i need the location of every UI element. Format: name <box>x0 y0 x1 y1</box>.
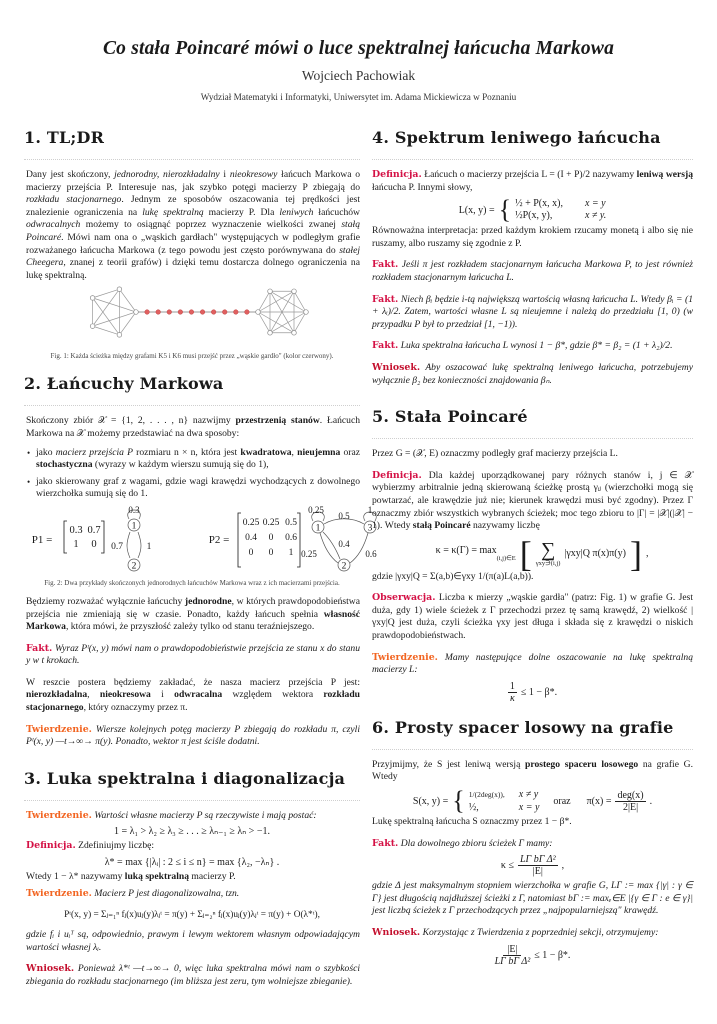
k5-edge <box>93 290 120 299</box>
matrix-p2-cell: 0.25 <box>242 517 260 528</box>
case-condition: x ≠ y <box>518 789 539 801</box>
eq-lhs: π(x) = <box>586 795 612 807</box>
k5-edge <box>93 312 136 326</box>
matrix-p1-cell: 1 <box>73 538 79 550</box>
text: Przyjmijmy, że S jest leniwą wersją <box>372 758 526 770</box>
text: Łańcuch o macierzy przejścia L = (I + P)/2 nazywamy <box>424 169 637 180</box>
eq-lhs: S(x, y) = <box>412 795 449 807</box>
corollary-block <box>372 927 693 940</box>
interpretation-paragraph: Równoważna interpretacja: przed każdym krokiem rzucamy monetą i albo się nie ruszamy, albo ruszamy się zgodnie z P. <box>372 225 693 249</box>
text: Dla każdej uporządkowanej pary różnych stanów i, j ∈ 𝒳 wybierzmy arbitralnie jedną skierowaną ścieżkę prostą γᵢⱼ (wierzchołki mogą się powtarzać, ale krawędzie już nie; kierunek krawędzi musi być zgodny). Przez Γ oznaczmy zbiór wszystkich wybranych ścieżek; moc tego zbioru to |Γ| = |𝒳|(|𝒳| − 1). Wtedy <box>372 469 693 532</box>
section-heading: 5. Stała Poincaré <box>372 407 693 439</box>
k6-node <box>256 310 261 315</box>
section-heading: 3. Luka spektralna i diagonalizacja <box>24 769 360 801</box>
matrix-p2-cell: 0 <box>268 532 274 543</box>
numerator: |E| <box>503 944 521 956</box>
state-space-paragraph <box>26 415 360 440</box>
matrix-p1-label: P1 = <box>31 533 53 546</box>
eq-lhs: κ ≤ <box>500 860 514 872</box>
fact-block <box>372 294 693 332</box>
corollary-label: Wniosek. <box>26 963 75 975</box>
definition-block <box>372 470 693 533</box>
text: macierzy P. <box>189 871 236 883</box>
theorem-text: Mamy następujące dolne oszacowanie na lukę spektralną macierzy L: <box>372 651 693 676</box>
k6-node <box>304 310 309 315</box>
edge-weight-label: 1 <box>146 541 152 552</box>
text: (wyrazy w każdym wierszu sumują się do 1), <box>92 459 269 471</box>
text: . Jednym ze sposobów oszacowania tej prędkości jest znalezienie ograniczenia na <box>26 194 360 218</box>
k5-edge <box>119 290 136 313</box>
k5-node <box>117 287 122 292</box>
k6-node <box>292 331 297 336</box>
theorem-block <box>26 810 360 823</box>
term: własność Markowa <box>26 608 360 633</box>
k6-node <box>292 289 297 294</box>
definition-block <box>372 169 693 194</box>
denominator: LΓ bΓ Δ² <box>494 955 531 967</box>
fact-text: Niech βᵢ będzie i-tą największą wartością własną łańcucha L. Wtedy βᵢ = (1 + λᵢ)/2. Zatem, wartości własne L są nieujemne i należą do przedziału [1, 0) (w przypadku P był to przedział [1, −1)). <box>372 293 693 330</box>
theorem-text: Wartości własne macierzy P są rzeczywiste i mają postać: <box>94 809 317 821</box>
text: nazywamy liczbę <box>470 520 540 532</box>
term: prostego spaceru losowego <box>525 758 639 770</box>
matrix-p2-cell: 1 <box>288 547 294 558</box>
observation-block <box>372 592 693 642</box>
term: nieokresowy <box>229 169 278 180</box>
period: . <box>649 795 653 807</box>
text: , która mówi, że przyszłość zależy tylko od stanu teraźniejszego. <box>65 621 315 633</box>
random-walk-paragraph <box>372 759 693 784</box>
text: możemy to osiągnąć poprzez wyznaczenie wielkości zwanej <box>80 219 342 231</box>
corollary-block <box>26 963 360 988</box>
edge-weight-label: 0.25 <box>301 548 317 559</box>
term: luką spektralną <box>124 871 190 883</box>
poincare-bound-equation <box>372 681 693 704</box>
term: rozkładu stacjonarnego <box>26 689 360 714</box>
graph-paragraph: Przez G = (𝒳, E) oznaczmy podległy graf macierzy przejścia L. <box>372 448 618 460</box>
bottleneck-node <box>234 310 239 315</box>
edge-weight-label: 0.6 <box>365 548 377 559</box>
matrix-p2-cell: 0.6 <box>285 532 297 543</box>
note-text: gdzie fᵢ i uᵢᵀ są, odpowiednio, prawym i lewym wektorem własnym odpowiadającym wartości własnej λᵢ. <box>26 929 360 953</box>
left-column <box>24 128 377 1003</box>
term: nieujemna <box>297 446 341 458</box>
bottleneck-node <box>211 310 216 315</box>
edge-1-2 <box>127 532 130 558</box>
eq-rhs: ≤ 1 − β*. <box>520 686 558 698</box>
eigenvector-note <box>26 929 360 954</box>
denominator: κ <box>509 692 515 704</box>
term: stałą Poincaré <box>412 520 471 532</box>
fact-block <box>372 340 693 353</box>
numerator: LΓ bΓ Δ² <box>519 854 556 866</box>
bottleneck-node <box>167 310 172 315</box>
term: stałej Cheegera <box>26 244 360 269</box>
term: jednorodne <box>184 595 232 607</box>
brace-icon: { <box>452 786 465 816</box>
matrix-bracket-left <box>64 521 67 553</box>
tldr-paragraph <box>26 169 360 282</box>
right-column <box>367 128 694 981</box>
text: , znanej z teorii grafów) i dzięki temu dostarcza dolnego ograniczenia na lukę spektralną. <box>26 257 360 281</box>
section-markov-chains <box>24 374 377 749</box>
matrix-p1-cell: 0 <box>91 538 97 550</box>
k5-edge <box>93 326 120 335</box>
poster-header <box>0 38 717 102</box>
case-condition: x = y <box>584 198 606 210</box>
term: stochastyczna <box>36 459 93 471</box>
numerator: 1 <box>509 680 515 692</box>
term: rozkładu stacjonarnego <box>26 194 122 206</box>
eq-max <box>417 545 516 562</box>
section-heading: 2. Łańcuchy Markowa <box>24 374 360 406</box>
edge-weight-label: 1 <box>367 504 373 515</box>
matrix-p2-cell: 0.4 <box>245 532 257 543</box>
term: odwracalnych <box>26 219 81 231</box>
term: nierozkładalna <box>26 689 88 701</box>
random-walk-equation <box>372 788 693 814</box>
theorem-label: Twierdzenie. <box>26 723 92 735</box>
k5-node <box>117 333 122 338</box>
section-poincare-constant <box>367 407 693 704</box>
numerator: deg(x) <box>617 789 644 801</box>
fact-label: Fakt. <box>372 259 399 271</box>
eq-lhs: κ = κ(Γ) = max <box>435 545 497 557</box>
kappa-bound-equation <box>372 854 693 877</box>
term: jednorodny, nierozkładalny <box>114 169 220 180</box>
figure-1 <box>24 282 360 360</box>
denominator: 2|E| <box>622 801 639 813</box>
theorem-text: Macierz P jest diagonalizowalna, tzn. <box>94 887 240 899</box>
fact-text: Wyraz Pᵗ(x, y) mówi nam o prawdopodobieństwie przejścia ze stanu x do stanu y w t krokach. <box>26 642 361 667</box>
fact-label: Fakt. <box>372 837 399 849</box>
edge-weight-label: 0.7 <box>111 541 123 552</box>
markov-examples-figure <box>24 504 377 575</box>
fact-label: Fakt. <box>372 340 399 352</box>
denominator: |E| <box>532 866 543 878</box>
eigenvalue-equation: 1 = λ₁ > λ₂ ≥ λ₃ ≥ . . . ≥ λₙ₋₁ ≥ λₙ > −1. <box>114 826 270 838</box>
term: nieokresowa <box>99 689 151 701</box>
comma: , <box>645 548 649 560</box>
fact-text: Dla dowolnego zbioru ścieżek Γ mamy: <box>400 837 553 849</box>
bottleneck-node <box>222 310 227 315</box>
k5-edge <box>93 298 136 312</box>
section-lazy-spectrum <box>370 128 693 387</box>
node-label: 1 <box>315 523 321 534</box>
spectral-gap-note: Lukę spektralną łańcucha S oznaczmy przez 1 − β*. <box>372 816 572 828</box>
right-bracket-icon: ] <box>629 533 642 574</box>
text: Wtedy 1 − λ* nazywamy <box>26 871 125 883</box>
node-label: 2 <box>341 561 347 572</box>
case-value: ½ + P(x, x), <box>515 198 563 210</box>
theorem-text: Wiersze kolejnych potęg macierzy P zbiegają do rozkładu π, czyli Pᵗ(x, y) —t→∞→ π(y). Ponadto, wektor π jest ściśle dodatni. <box>26 723 360 748</box>
term: kwadratowa <box>240 446 292 458</box>
text: Będziemy rozważać wyłącznie łańcuchy <box>26 595 185 607</box>
text: na grafie G. Wtedy <box>372 758 693 783</box>
matrix-p2-cell: 0 <box>248 547 254 558</box>
figure-2-caption: Fig. 2: Dwa przykłady skończonych jednorodnych łańcuchów Markowa wraz z ich macierzami przejścia. <box>44 578 340 587</box>
case-condition: x = y <box>518 802 540 814</box>
final-bound-equation <box>372 944 693 967</box>
representation-list <box>26 447 360 501</box>
figure-1-caption: Fig. 1: Każda ścieżka między grafami K5 i K6 musi przejść przez „wąskie gardło" (kolor czerwony). <box>50 352 334 361</box>
text: , który oznaczymy przez π. <box>83 702 188 714</box>
figure-2 <box>24 504 377 587</box>
matrix-p1-cell: 0.7 <box>87 524 101 536</box>
bottleneck-node <box>145 310 150 315</box>
path-length-note: gdzie |γxy|Q = Σ(a,b)∈γxy 1/(π(a)L(a,b)). <box>372 570 534 582</box>
k5-node <box>90 324 95 329</box>
section-heading: 4. Spektrum leniwego łańcucha <box>372 128 693 160</box>
text: łańcuch Markowa o macierzy przejścia P. Interesuje nas, jak szybko potęgi macierzy P zbiegają do <box>26 169 361 193</box>
theorem-label: Twierdzenie. <box>26 887 92 899</box>
comma: , <box>561 860 565 872</box>
corollary-text: Aby oszacować lukę spektralną leniwego łańcucha, potrzebujemy wyłącznie β₂ bez konieczności znajdowania βₙ. <box>372 361 693 386</box>
section-tldr <box>24 128 360 360</box>
term: leniwych <box>279 206 314 218</box>
definition-block <box>26 840 360 853</box>
cases <box>515 198 606 222</box>
definition-label: Definicja. <box>372 169 422 180</box>
fact-block <box>372 838 693 851</box>
text: Dany jest skończony, <box>26 169 115 180</box>
diagonalization-equation: Pᵗ(x, y) = Σⱼ₌₁ⁿ fⱼ(x)uⱼ(y)λⱼᵗ = π(y) + Σⱼ₌₂ⁿ fⱼ(x)uⱼ(y)λⱼᵗ = π(y) + O(λ*ᵗ), <box>64 910 320 921</box>
section-random-walk <box>370 718 693 967</box>
text: względem wektora <box>222 689 324 701</box>
text: , w których prawdopodobieństwa przejścia nie zmieniają się w czasie. Ponadto, każdy łańcuch spełnia <box>26 595 360 620</box>
theorem-block <box>26 724 360 749</box>
theorem-block <box>26 888 360 901</box>
theorem-label: Twierdzenie. <box>372 651 438 663</box>
fact-label: Fakt. <box>26 642 53 654</box>
edge-weight-label: 0.5 <box>338 510 350 521</box>
fact-text: Luka spektralna łańcucha L wynosi 1 − β*, gdzie β* = β₂ = (1 + λ₂)/2. <box>400 340 673 352</box>
edge-1-2 <box>320 533 338 563</box>
text: i <box>219 169 230 180</box>
fact-block <box>26 643 360 668</box>
edge-weight-label: 0.25 <box>308 504 324 515</box>
eq-subscript: γxy∋(i,j) <box>535 559 561 567</box>
definition-text: Zdefiniujmy liczbę: <box>78 840 155 852</box>
term: odwracalna <box>174 689 223 701</box>
node-label: 3 <box>367 523 373 534</box>
text: . Łańcuch Markowa na 𝒳 możemy przedstawiać na dwa sposoby: <box>26 415 360 439</box>
cases <box>469 788 540 814</box>
poincare-constant-equation <box>372 533 693 574</box>
corollary-text: Ponieważ λ*ᵗ —t→∞→ 0, więc luka spektralna mówi nam o szybkości zbiegania do rozkładu stacjonarnego (im bliższa jest zeru, tym wolniejsze zbieganie). <box>26 963 361 987</box>
fraction <box>508 681 517 704</box>
text: macierzy P. Dla <box>203 206 280 218</box>
corollary-label: Wniosek. <box>372 927 421 938</box>
eq-sum <box>535 538 561 567</box>
corollary-text: Korzystając z Twierdzenia z poprzedniej sekcji, otrzymujemy: <box>422 927 659 938</box>
text: Skończony zbiór 𝒳 = {1, 2, . . . , n} nazwijmy <box>26 415 236 427</box>
case-value: ½, <box>468 802 479 814</box>
corollary-block <box>372 362 693 387</box>
text: oraz <box>340 446 361 458</box>
text: , <box>87 689 100 701</box>
k5-edge <box>93 298 120 335</box>
matrix-bracket-right <box>297 513 300 567</box>
k5-node <box>134 310 139 315</box>
sum-icon: ∑ <box>540 538 556 561</box>
text: . Mówi nam ona o „wąskich gardłach" występujących w podległym grafie rozważanego łańcucha Markowa (z tego powodu jest często porównywana do <box>26 231 360 256</box>
bottleneck-node <box>200 310 205 315</box>
eq-conjunction: oraz <box>553 795 571 807</box>
section-heading: 1. TL;DR <box>24 128 360 160</box>
bottleneck-node <box>178 310 183 315</box>
matrix-bracket-left <box>238 513 241 567</box>
case-value: 1/(2deg(x)), <box>468 790 505 800</box>
spectral-gap-paragraph <box>26 871 360 884</box>
affiliation: Wydział Matematyki i Informatyki, Uniwersytet im. Adama Mickiewicza w Poznaniu <box>200 92 517 102</box>
brace-icon: { <box>498 195 512 225</box>
k6-node <box>268 331 273 336</box>
observation-text: Liczba κ mierzy „wąskie gardła" (patrz: Fig. 1) w grafie G. Jest duża, gdy 1) wiele ścieżek z Γ przechodzi przez tę samą krawędź, 2) wielkość |γxy|Q jest duża, czyli ścieżka γxy jest długa i składa się z krawędzi o niskich prawdopodobieństwach. <box>372 592 693 642</box>
theorem-block <box>372 652 693 677</box>
definition-label: Definicja. <box>372 469 422 481</box>
matrix-p2-cell: 0 <box>268 547 274 558</box>
section-spectral-gap <box>24 769 360 989</box>
fact-block <box>372 259 693 284</box>
text: , <box>291 446 298 458</box>
k5-edge <box>119 312 136 335</box>
fraction <box>518 854 558 877</box>
edge-weight-label: 0.3 <box>128 504 140 515</box>
term: stałą Poincaré <box>26 219 360 243</box>
lazy-chain-equation <box>372 195 693 225</box>
bottleneck-node <box>156 310 161 315</box>
text: rozmiaru n × n, która jest <box>132 446 241 458</box>
definition-label: Definicja. <box>26 840 76 852</box>
k5-edge <box>93 290 120 327</box>
term: przestrzenią stanów <box>235 415 320 427</box>
note-text: gdzie Δ jest maksymalnym stopniem wierzchołka w grafie G, LΓ := max {|γ| : γ ∈ Γ} jest długością najdłuższej ścieżki z Γ, natomiast bΓ := maxₑ∈E |{γ ∈ Γ : e ∈ γ}| jest liczbą ścieżek z Γ przechodzących przez „najpopularniejszą" krawędź. <box>372 880 693 917</box>
text: jako <box>36 446 56 458</box>
eq-lhs: L(x, y) = <box>458 204 495 216</box>
graph-edges <box>93 290 306 336</box>
notation-note <box>372 880 693 918</box>
edge-2-1 <box>138 532 141 558</box>
matrix-p2-cell: 0.5 <box>285 517 297 528</box>
section-heading: 6. Prosty spacer losowy na grafie <box>372 718 693 750</box>
assumptions-paragraph <box>26 677 360 715</box>
bottleneck-node <box>245 310 250 315</box>
fact-label: Fakt. <box>372 293 399 305</box>
term: macierz przejścia P <box>55 446 133 458</box>
list-item <box>26 447 360 472</box>
bottleneck-node <box>189 310 194 315</box>
edge-weight-label: 0.4 <box>338 538 350 549</box>
text: i <box>150 689 175 701</box>
homogeneity-paragraph <box>26 596 360 634</box>
eq-body: |γxy|Q π(x)π(y) <box>564 548 626 560</box>
eq-rhs: ≤ 1 − β*. <box>534 949 571 961</box>
theorem-label: Twierdzenie. <box>26 809 92 821</box>
matrix-bracket-right <box>101 521 104 553</box>
k6-node <box>268 289 273 294</box>
fact-text: Jeśli π jest rozkładem stacjonarnym łańcucha Markowa P, to jest również rozkładem stacjonarnym łańcucha L. <box>372 259 693 283</box>
term: lukę spektralną <box>142 206 204 218</box>
matrix-p2-cell: 0.25 <box>262 517 280 528</box>
poster-title: Co stała Poincaré mówi o luce spektralnej łańcucha Markowa <box>102 38 615 59</box>
node-label: 1 <box>131 521 137 532</box>
node-label: 2 <box>131 561 137 572</box>
k5-node <box>90 296 95 301</box>
text: łańcuchów <box>313 206 360 218</box>
fraction <box>615 790 645 813</box>
left-bracket-icon: [ <box>519 533 532 574</box>
matrix-p1-cell: 0.3 <box>69 524 83 536</box>
text: W reszcie postera będziemy zakładać, że nasza macierz przejścia P jest: <box>26 676 360 688</box>
list-item: • jako skierowany graf z wagami, gdzie wagi krawędzi wychodzących z dowolnego wierzchołka sumują się do 1. <box>26 476 360 501</box>
term: leniwą wersją <box>636 169 694 180</box>
eq-subscript: (i,j)∈E <box>496 555 516 563</box>
case-condition: x ≠ y. <box>584 210 607 222</box>
lambda-star-equation: λ* = max {|λᵢ| : 2 ≤ i ≤ n} = max {λ₂, −λₙ} . <box>104 857 280 869</box>
matrix-p2-label: P2 = <box>208 533 230 546</box>
case-value: ½P(x, y), <box>515 210 553 222</box>
bottleneck-graph-figure <box>24 282 360 344</box>
corollary-label: Wniosek. <box>372 361 421 373</box>
fraction <box>495 944 531 967</box>
observation-label: Obserwacja. <box>372 592 436 604</box>
author-name: Wojciech Pachowiak <box>301 68 416 83</box>
text: łańcucha P. Innymi słowy, <box>372 181 473 193</box>
